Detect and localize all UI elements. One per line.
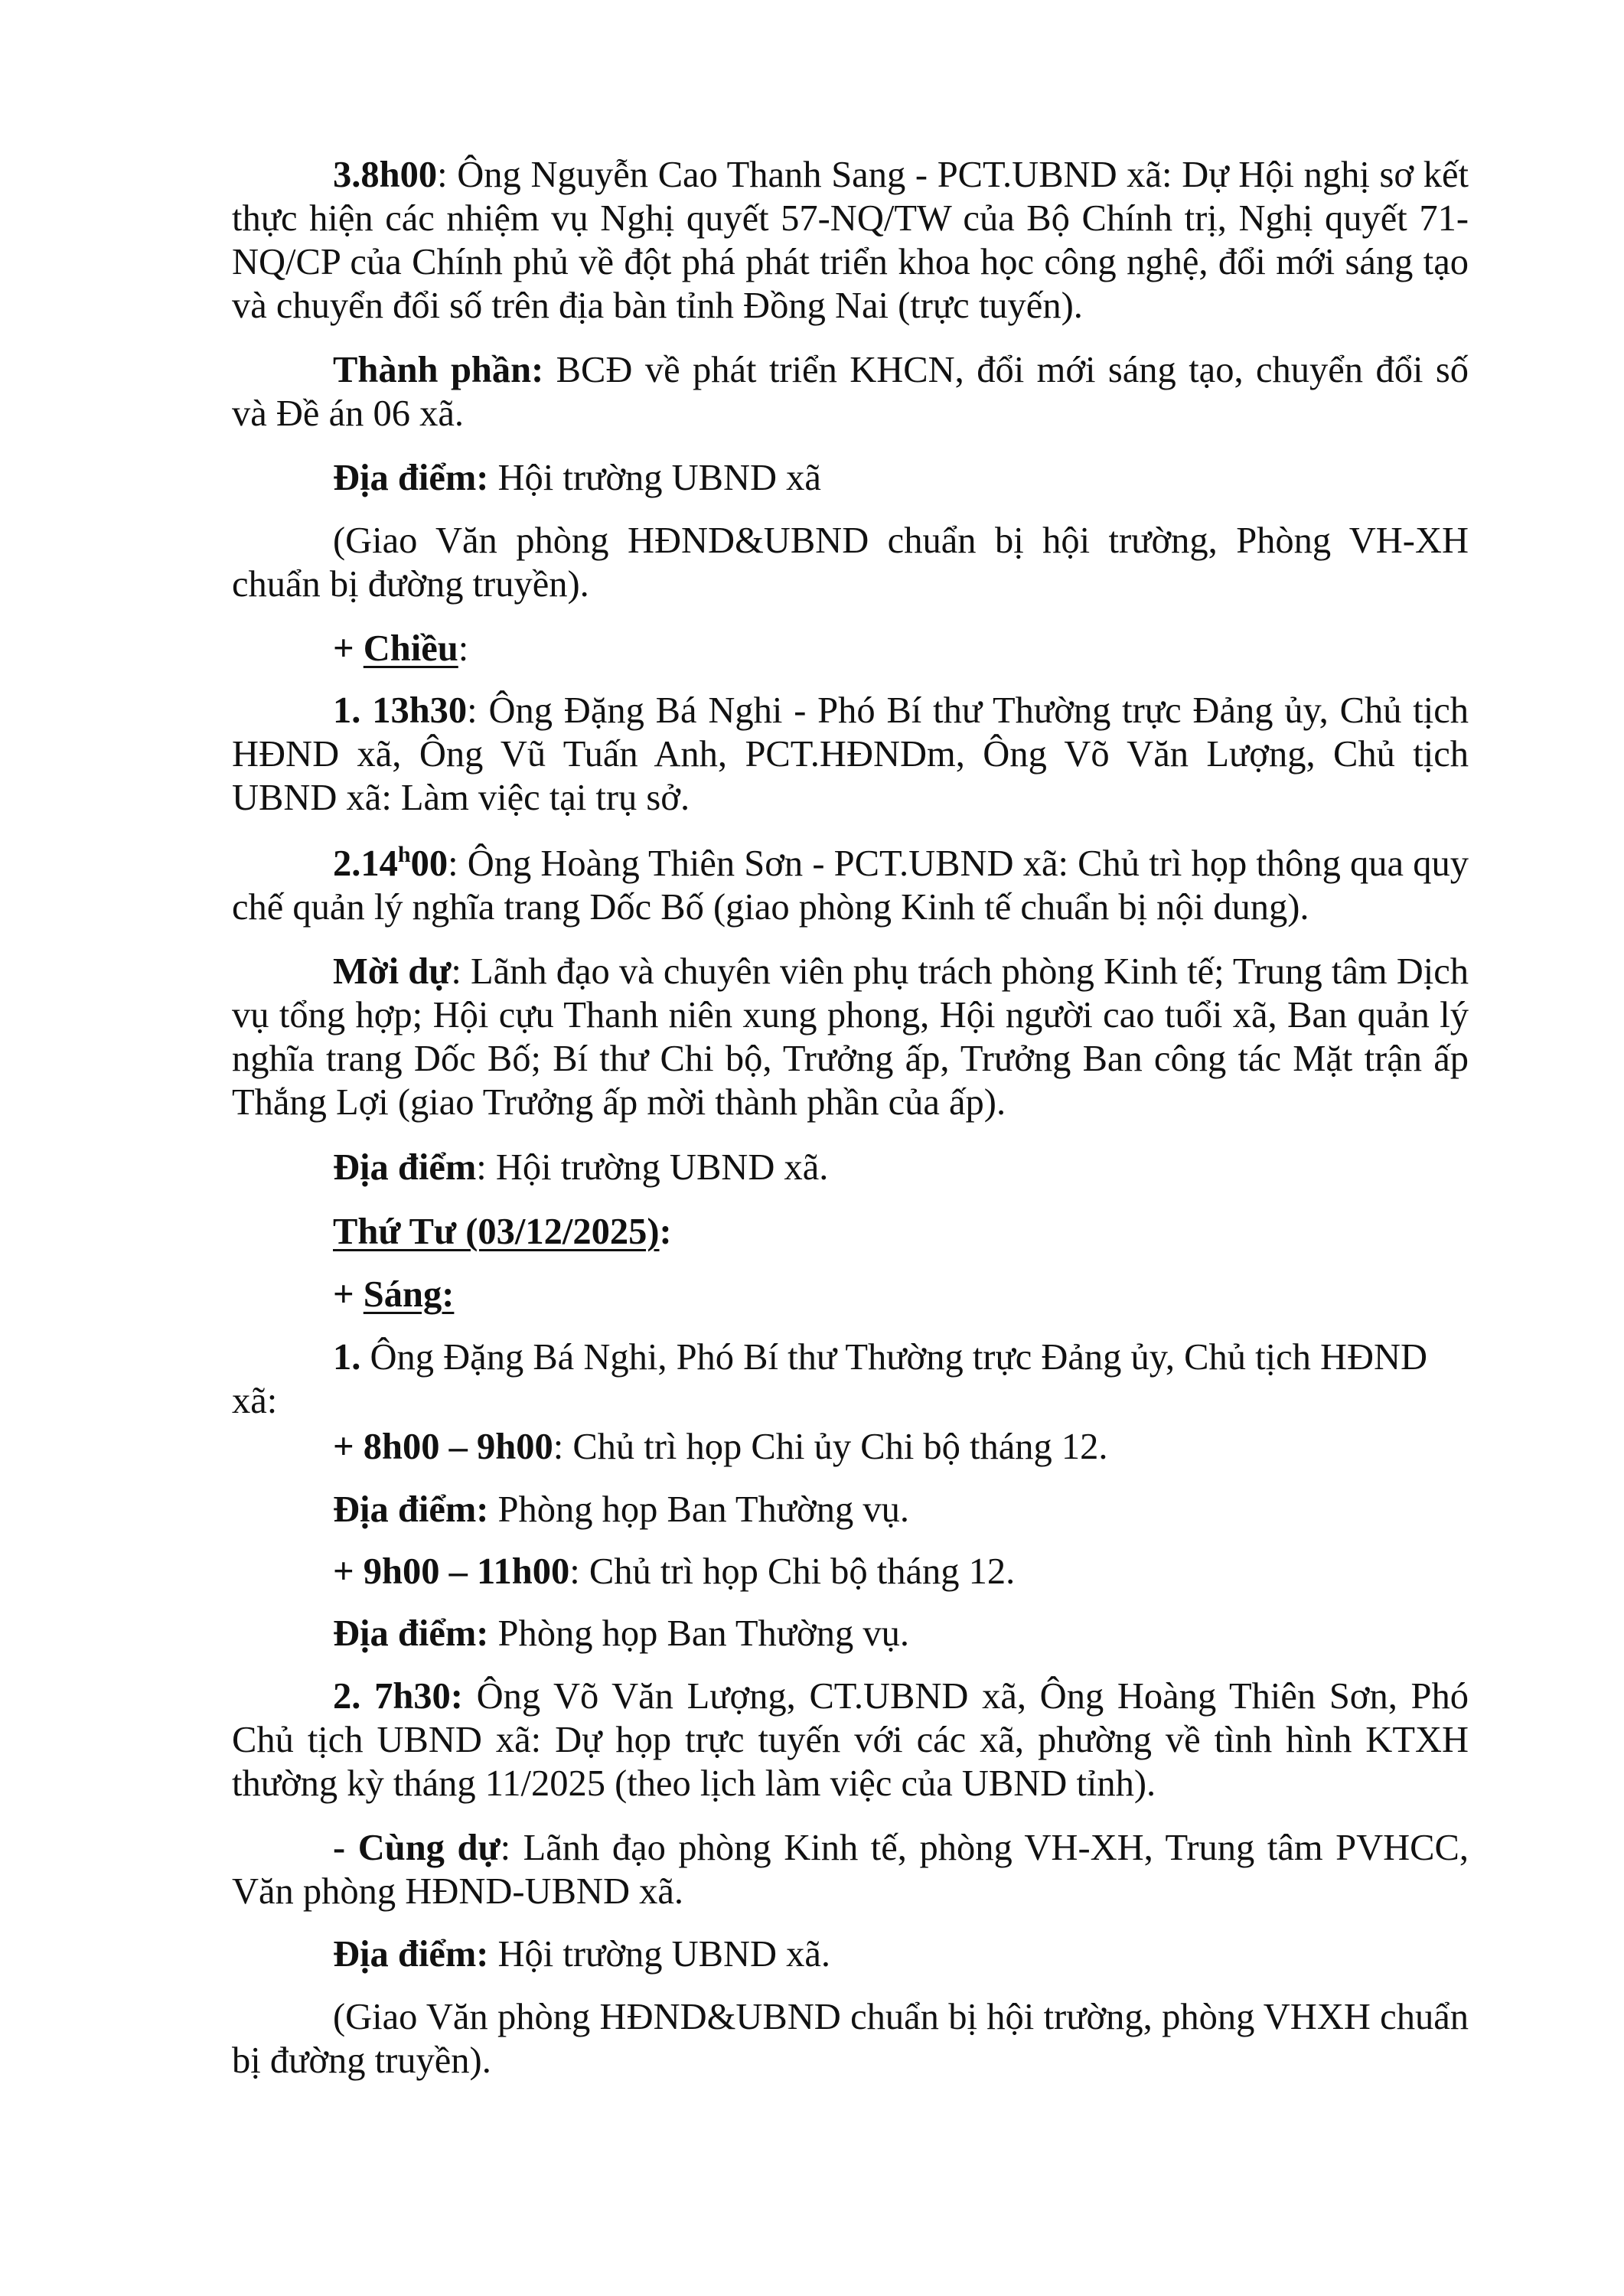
- paragraph-text: (Giao Văn phòng HĐND&UBND chuẩn bị hội trường, phòng VHXH chuẩn bị đường truyền).: [232, 1997, 1469, 2081]
- paragraph-text: xã:: [232, 1381, 278, 1421]
- field-label: Mời dự: [333, 951, 452, 992]
- paragraph-8h00-9h00: [232, 1425, 1469, 1469]
- bullet-plus: +: [333, 628, 364, 669]
- paragraph-13h30: [232, 689, 1469, 820]
- paragraph-text: : Chủ trì họp Chi ủy Chi bộ tháng 12.: [553, 1427, 1108, 1467]
- item-number: 1.: [333, 1337, 361, 1378]
- paragraph-text: : Ông Hoàng Thiên Sơn - PCT.UBND xã: Chủ trì họp thông qua quy chế quản lý nghĩa trang Dốc Bố (giao phòng Kinh tế chuẩn bị nội dung).: [232, 843, 1469, 928]
- paragraph-text: : Lãnh đạo phòng Kinh tế, phòng VH-XH, Trung tâm PVHCC, Văn phòng HĐND-UBND xã.: [232, 1828, 1469, 1912]
- paragraph-text: (Giao Văn phòng HĐND&UBND chuẩn bị hội trường, Phòng VH-XH chuẩn bị đường truyền).: [232, 520, 1469, 605]
- paragraph-text: : Chủ trì họp Chi bộ tháng 12.: [569, 1551, 1016, 1592]
- paragraph-text: :: [458, 628, 469, 669]
- time-label: + 8h00 – 9h00: [333, 1427, 553, 1467]
- paragraph-giao-van-phong: [232, 1995, 1469, 2082]
- field-label: Thành phần:: [333, 350, 544, 390]
- time-label: 1. 13h30: [333, 690, 468, 731]
- paragraph-moi-du: [232, 950, 1469, 1124]
- bullet-plus: +: [333, 1274, 364, 1315]
- field-label: Địa điểm:: [333, 1934, 489, 1975]
- paragraph-text: Hội trường UBND xã: [488, 458, 821, 498]
- field-label: Địa điểm:: [333, 1613, 489, 1654]
- field-label: Địa điểm:: [333, 458, 489, 498]
- paragraph-text: Ông Đặng Bá Nghi, Phó Bí thư Thường trực Đảng ủy, Chủ tịch HĐND: [360, 1337, 1428, 1378]
- paragraph-dia-diem: [232, 1488, 1469, 1531]
- time-label: 3.8h00: [333, 155, 438, 195]
- time-label: 2. 7h30:: [333, 1676, 463, 1717]
- section-title: Sáng:: [363, 1274, 455, 1315]
- field-label: - Cùng dự: [333, 1828, 501, 1868]
- day-title: Thứ Tư (03/12/2025): [333, 1212, 660, 1252]
- paragraph-text: : Lãnh đạo và chuyên viên phụ trách phòng Kinh tế; Trung tâm Dịch vụ tổng hợp; Hội cựu Thanh niên xung phong, Hội người cao tuổi xã, Ban quản lý nghĩa trang Dốc Bố; Bí thư Chi bộ, Trưởng ấp, Trưởng Ban công tác Mặt trận ấp Thắng Lợi (giao Trưởng ấp mời thành phần của ấp).: [232, 951, 1469, 1123]
- paragraph-text: Hội trường UBND xã.: [488, 1934, 831, 1975]
- field-label: Địa điểm: [333, 1147, 477, 1188]
- paragraph-thanh-phan: [232, 348, 1469, 435]
- paragraph-text: Phòng họp Ban Thường vụ.: [488, 1613, 909, 1654]
- day-heading-thu-tu: [232, 1210, 1469, 1254]
- paragraph-7h30: [232, 1675, 1469, 1805]
- time-label-minutes: 00: [410, 843, 448, 884]
- paragraph-giao-van-phong: [232, 519, 1469, 606]
- field-label: Địa điểm:: [333, 1489, 489, 1530]
- time-label: 2.14: [333, 843, 398, 884]
- paragraph-text: : Ông Nguyễn Cao Thanh Sang - PCT.UBND xã: Dự Hội nghị sơ kết thực hiện các nhiệm vụ Nghị quyết 57-NQ/TW của Bộ Chính trị, Nghị quyết 71-NQ/CP của Chính phủ về đột phá phát triển khoa học công nghệ, đổi mới sáng tạo và chuyển đổi số trên địa bàn tỉnh Đồng Nai (trực tuyến).: [232, 155, 1469, 326]
- paragraph-dang-ba-nghi-cont: [232, 1379, 1469, 1423]
- section-heading-sang: [232, 1273, 1469, 1316]
- paragraph-dia-diem: [232, 456, 1469, 500]
- paragraph-text: Phòng họp Ban Thường vụ.: [488, 1489, 909, 1530]
- paragraph-dia-diem: [232, 1146, 1469, 1189]
- day-title-colon: :: [659, 1212, 672, 1252]
- paragraph-dia-diem: [232, 1612, 1469, 1655]
- paragraph-dang-ba-nghi: [232, 1336, 1469, 1379]
- paragraph-cung-du: [232, 1826, 1469, 1913]
- paragraph-dia-diem: [232, 1932, 1469, 1976]
- paragraph-text: Ông Võ Văn Lượng, CT.UBND xã, Ông Hoàng Thiên Sơn, Phó Chủ tịch UBND xã: Dự họp trực tuyến với các xã, phường về tình hình KTXH thường kỳ tháng 11/2025 (theo lịch làm việc của UBND tỉnh).: [232, 1676, 1469, 1804]
- paragraph-text: : Hội trường UBND xã.: [476, 1147, 829, 1188]
- paragraph-text: : Ông Đặng Bá Nghi - Phó Bí thư Thường trực Đảng ủy, Chủ tịch HĐND xã, Ông Vũ Tuấn Anh, PCT.HĐNDm, Ông Võ Văn Lượng, Chủ tịch UBND xã: Làm việc tại trụ sở.: [232, 690, 1469, 818]
- paragraph-text: BCĐ về phát triển KHCN, đổi mới sáng tạo, chuyển đổi số và Đề án 06 xã.: [232, 350, 1469, 434]
- section-title: Chiều: [363, 628, 458, 669]
- paragraph-14h00: [232, 842, 1469, 929]
- paragraph-sang-8h00: [232, 153, 1469, 328]
- paragraph-9h00-11h00: [232, 1550, 1469, 1593]
- time-label: + 9h00 – 11h00: [333, 1551, 570, 1592]
- time-superscript: h: [397, 842, 411, 867]
- section-heading-chieu: [232, 627, 1469, 670]
